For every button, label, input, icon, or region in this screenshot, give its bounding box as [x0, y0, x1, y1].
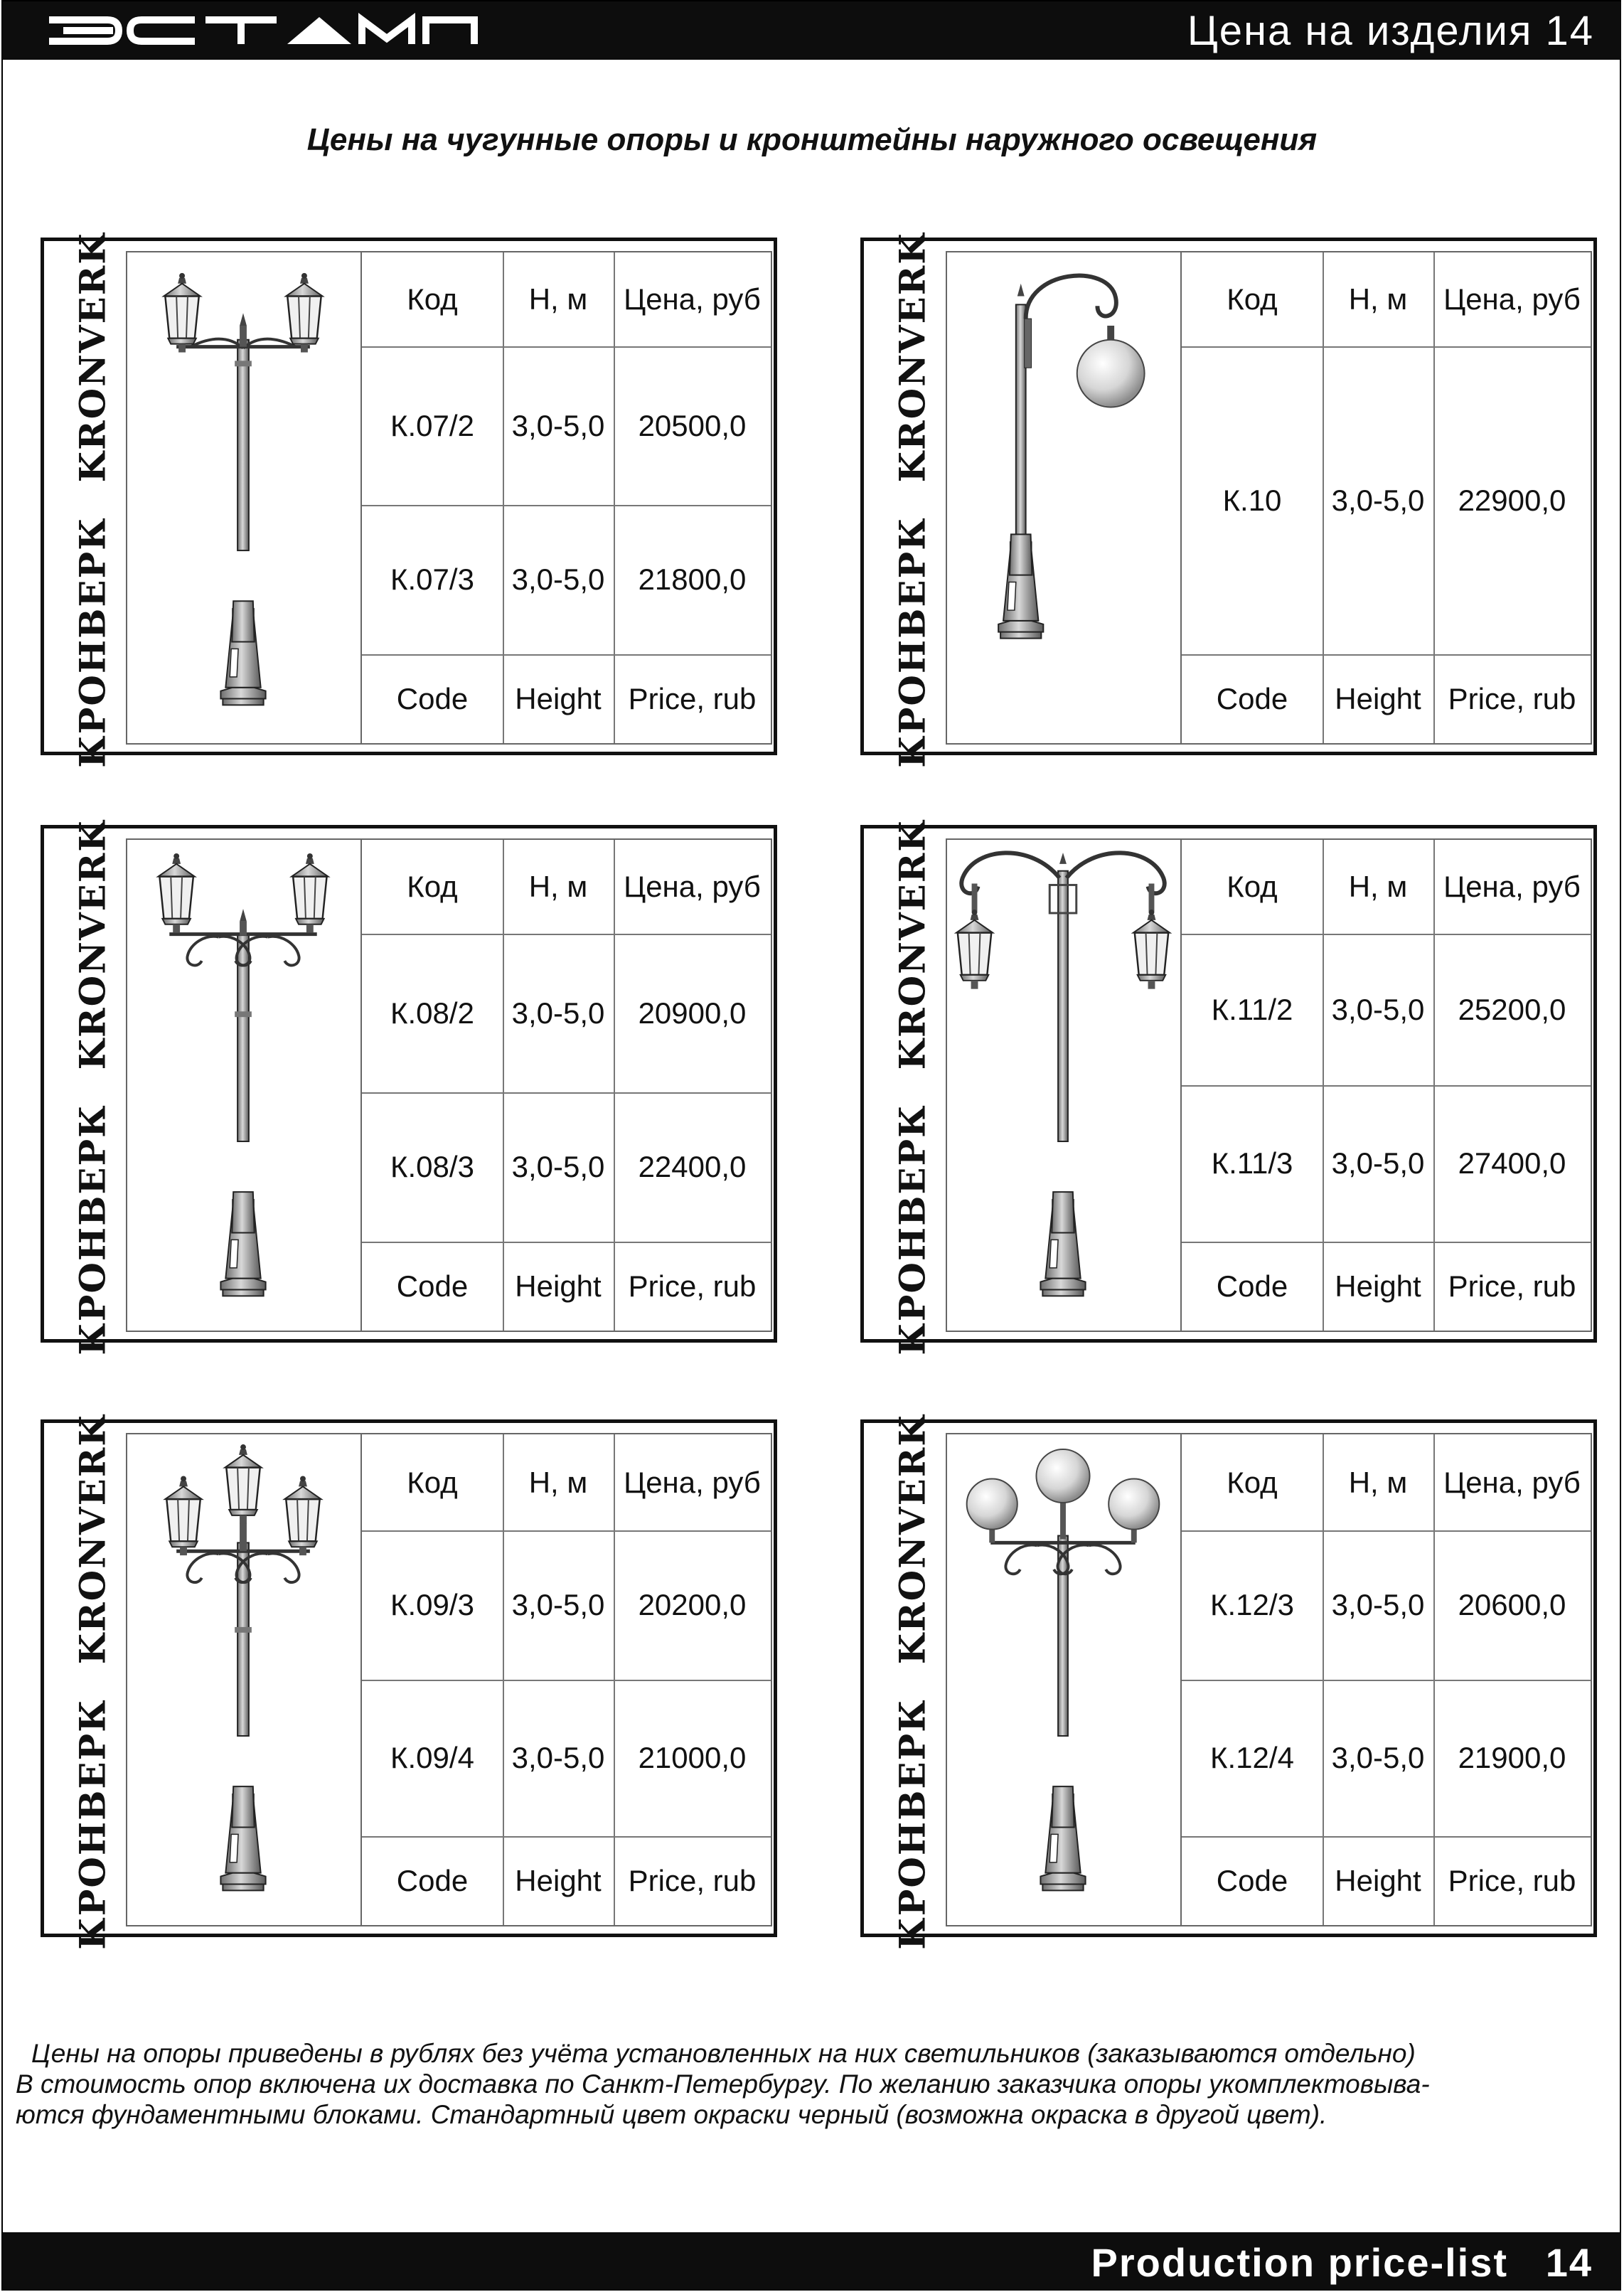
header-height: Н, м — [1348, 870, 1408, 903]
footer-height: Height — [1335, 681, 1421, 715]
product-card-k09 — [41, 1414, 777, 1950]
row-code: К.11/2 — [1211, 992, 1293, 1026]
row-height: 3,0-5,0 — [1331, 1146, 1425, 1180]
row-price: 20500,0 — [638, 408, 747, 442]
product-card-k10 — [860, 232, 1597, 768]
lamp-post-two-lanterns-icon — [127, 252, 359, 743]
brand-en: KRONVERK — [891, 232, 934, 483]
header-code: Код — [407, 1465, 458, 1499]
estamp-logo-icon — [42, 11, 483, 50]
lamp-post-three-globes-icon — [947, 1434, 1179, 1925]
row-height: 3,0-5,0 — [511, 563, 605, 596]
brand-ru: КРОНВЕРК — [891, 516, 934, 768]
row-price: 22900,0 — [1458, 483, 1566, 517]
brand-en: KRONVERK — [71, 819, 114, 1070]
footer-price: Price, rub — [1448, 1863, 1576, 1897]
row-code: К.07/2 — [390, 408, 474, 442]
row-height: 3,0-5,0 — [511, 996, 605, 1030]
product-drawing — [127, 252, 362, 743]
footer-height: Height — [1335, 1863, 1421, 1897]
footer-code: Code — [1216, 1863, 1288, 1897]
lamp-post-single-globe-icon — [947, 252, 1179, 743]
row-height: 3,0-5,0 — [1331, 483, 1425, 517]
note-line: ются фундаментными блоками. Стандартный цвет окраски черный (возможна окраска в другой цвет). — [16, 2100, 1327, 2129]
row-code: К.12/4 — [1210, 1741, 1294, 1774]
header-height: Н, м — [528, 282, 588, 316]
header-price: Цена, руб — [624, 1465, 761, 1499]
header-code: Код — [407, 870, 458, 903]
header-code: Код — [407, 282, 458, 316]
row-price: 27400,0 — [1458, 1146, 1566, 1180]
header-price: Цена, руб — [1443, 282, 1581, 316]
brand-ru: КРОНВЕРК — [71, 1104, 114, 1355]
footer-title: Production price-list 14 — [1091, 2240, 1593, 2285]
product-card-k08 — [41, 819, 777, 1355]
footer-height: Height — [1335, 1269, 1421, 1303]
footer-price: Price, rub — [628, 1269, 757, 1303]
row-price: 25200,0 — [1458, 992, 1566, 1026]
product-card-k11 — [860, 819, 1597, 1355]
row-price: 21800,0 — [638, 563, 747, 596]
note-line: Цены на опоры приведены в рублях без учёта установленных на них светильников (заказываются отдельно) — [31, 2039, 1416, 2068]
row-code: К.09/4 — [390, 1741, 474, 1774]
header-height: Н, м — [528, 870, 588, 903]
row-height: 3,0-5,0 — [1331, 1588, 1425, 1621]
footer-code: Code — [396, 681, 469, 715]
footer-price: Price, rub — [1448, 681, 1576, 715]
lamp-post-two-lanterns-ornate-icon — [127, 840, 359, 1331]
row-price: 21000,0 — [638, 1741, 747, 1774]
header-title: Цена на изделия 14 — [1187, 8, 1594, 54]
footer-code: Code — [1216, 1269, 1288, 1303]
header-price: Цена, руб — [1443, 1465, 1581, 1499]
row-height: 3,0-5,0 — [511, 1150, 605, 1183]
row-code: К.09/3 — [390, 1588, 474, 1621]
header-code: Код — [1227, 870, 1278, 903]
header-price: Цена, руб — [624, 870, 761, 903]
footer-height: Height — [515, 1863, 602, 1897]
brand-ru: КРОНВЕРК — [891, 1104, 934, 1355]
row-price: 20200,0 — [638, 1588, 747, 1621]
row-code: К.08/3 — [390, 1150, 474, 1183]
brand-ru: КРОНВЕРК — [71, 1698, 114, 1950]
row-height: 3,0-5,0 — [1331, 1741, 1425, 1774]
header-height: Н, м — [1348, 282, 1408, 316]
row-height: 3,0-5,0 — [1331, 992, 1425, 1026]
product-drawing — [947, 252, 1182, 743]
row-code: К.10 — [1222, 483, 1282, 517]
brand-ru: КРОНВЕРК — [71, 516, 114, 768]
row-code: К.11/3 — [1211, 1146, 1293, 1180]
row-code: К.07/3 — [390, 563, 474, 596]
header-height: Н, м — [1348, 1465, 1408, 1499]
lamp-post-two-hanging-lanterns-icon — [947, 840, 1179, 1331]
footer-price: Price, rub — [1448, 1269, 1576, 1303]
footer-price: Price, rub — [628, 1863, 757, 1897]
product-drawing — [127, 1434, 362, 1925]
header-bar — [3, 1, 1621, 60]
note-line: В стоимость опор включена их доставка по Санкт-Петербургу. По желанию заказчика опоры укомплектовыва- — [16, 2069, 1430, 2099]
pricing-note — [16, 2038, 1608, 2130]
row-height: 3,0-5,0 — [511, 1741, 605, 1774]
product-drawing — [947, 1434, 1182, 1925]
footer-price: Price, rub — [628, 681, 757, 715]
header-height: Н, м — [528, 1465, 588, 1499]
header-code: Код — [1227, 1465, 1278, 1499]
lamp-post-three-lanterns-icon — [127, 1434, 359, 1925]
product-drawing — [947, 840, 1182, 1331]
header-price: Цена, руб — [624, 282, 761, 316]
row-code: К.12/3 — [1210, 1588, 1294, 1621]
header-code: Код — [1227, 282, 1278, 316]
footer-height: Height — [515, 681, 602, 715]
page-title: Цены на чугунные опоры и кронштейны наружного освещения — [306, 122, 1318, 157]
row-price: 20600,0 — [1458, 1588, 1566, 1621]
product-card-k07 — [41, 232, 777, 768]
brand-en: KRONVERK — [891, 1414, 934, 1665]
footer-code: Code — [396, 1863, 469, 1897]
brand-en: KRONVERK — [71, 1414, 114, 1665]
row-price: 20900,0 — [638, 996, 747, 1030]
header-price: Цена, руб — [1443, 870, 1581, 903]
footer-code: Code — [396, 1269, 469, 1303]
row-code: К.08/2 — [390, 996, 474, 1030]
row-height: 3,0-5,0 — [511, 1588, 605, 1621]
footer-height: Height — [515, 1269, 602, 1303]
footer-code: Code — [1216, 681, 1288, 715]
footer-bar — [3, 2232, 1621, 2291]
row-price: 21900,0 — [1458, 1741, 1566, 1774]
row-height: 3,0-5,0 — [511, 408, 605, 442]
row-price: 22400,0 — [638, 1150, 747, 1183]
brand-en: KRONVERK — [71, 232, 114, 483]
brand-ru: КРОНВЕРК — [891, 1698, 934, 1950]
product-card-k12 — [860, 1414, 1597, 1950]
product-drawing — [127, 840, 362, 1331]
brand-en: KRONVERK — [891, 819, 934, 1070]
